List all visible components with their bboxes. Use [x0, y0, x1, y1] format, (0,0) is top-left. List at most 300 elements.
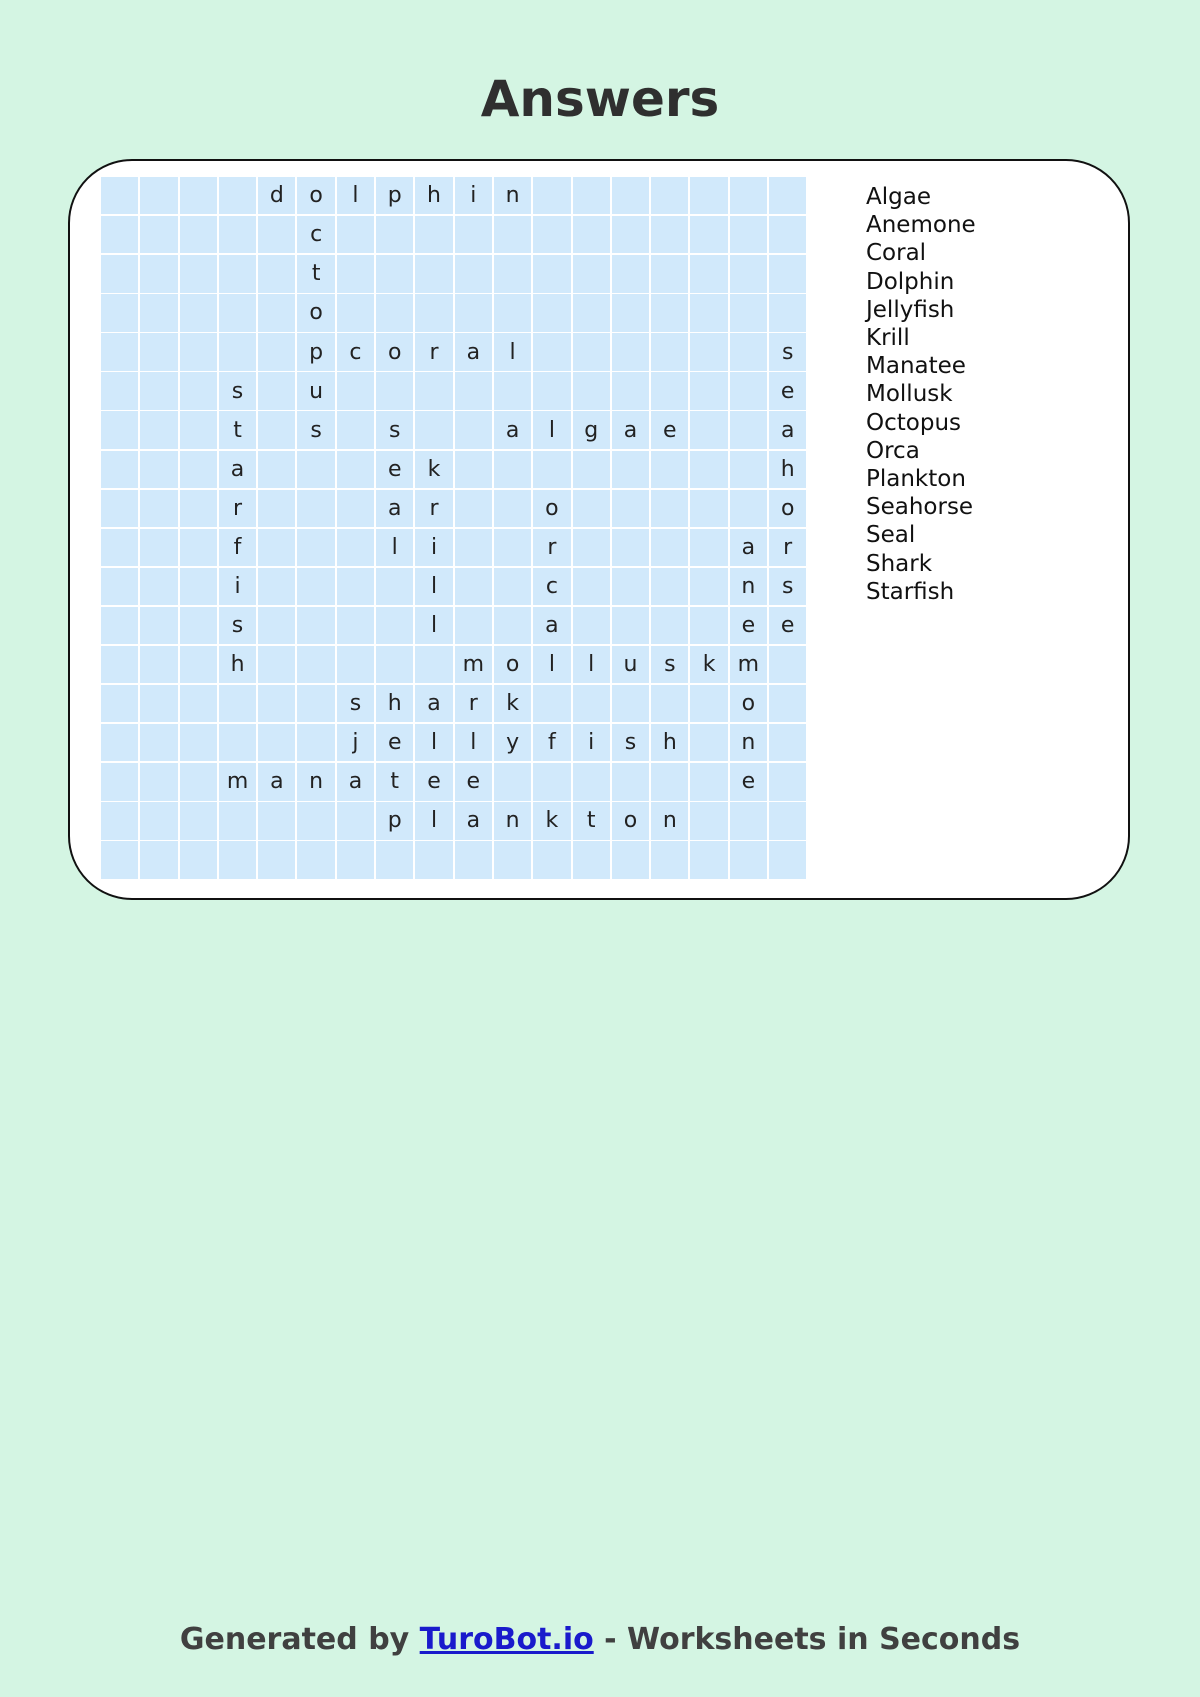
grid-cell — [533, 841, 570, 878]
grid-cell — [140, 411, 177, 448]
grid-cell — [101, 568, 138, 605]
word-list — [866, 183, 976, 606]
grid-cell — [219, 724, 256, 761]
grid-cell: i — [415, 529, 452, 566]
grid-cell — [730, 333, 767, 370]
grid-cell — [140, 216, 177, 253]
grid-cell — [573, 841, 610, 878]
grid-cell: m — [219, 763, 256, 800]
grid-cell — [533, 372, 570, 409]
grid-cell: g — [573, 411, 610, 448]
grid-cell — [180, 802, 217, 839]
grid-cell — [337, 568, 374, 605]
grid-cell — [494, 529, 531, 566]
grid-cell: e — [769, 372, 806, 409]
word-list-item: Manatee — [866, 353, 966, 380]
grid-cell — [140, 333, 177, 370]
grid-cell: y — [494, 724, 531, 761]
grid-cell — [219, 685, 256, 722]
grid-cell: l — [376, 529, 413, 566]
grid-cell: j — [337, 724, 374, 761]
grid-cell — [258, 529, 295, 566]
grid-cell — [573, 216, 610, 253]
grid-cell — [337, 451, 374, 488]
grid-cell: u — [297, 372, 334, 409]
grid-cell — [180, 216, 217, 253]
grid-cell — [651, 529, 688, 566]
grid-cell: o — [494, 646, 531, 683]
grid-cell — [415, 255, 452, 292]
grid-cell — [258, 451, 295, 488]
grid-cell — [533, 177, 570, 214]
grid-cell — [140, 490, 177, 527]
grid-cell — [690, 802, 727, 839]
grid-cell — [258, 411, 295, 448]
grid-cell — [415, 411, 452, 448]
turobot-link[interactable]: TuroBot.io — [419, 1622, 594, 1657]
grid-cell — [140, 255, 177, 292]
grid-cell — [651, 568, 688, 605]
word-list-item: Seal — [866, 522, 916, 549]
grid-cell — [573, 763, 610, 800]
grid-cell — [101, 216, 138, 253]
grid-cell — [219, 841, 256, 878]
grid-cell — [690, 333, 727, 370]
grid-cell: l — [415, 724, 452, 761]
grid-cell — [730, 294, 767, 331]
grid-cell — [258, 490, 295, 527]
grid-cell — [573, 333, 610, 370]
grid-cell — [140, 724, 177, 761]
grid-cell — [219, 294, 256, 331]
grid-cell — [180, 411, 217, 448]
grid-cell — [415, 294, 452, 331]
grid-cell — [415, 646, 452, 683]
grid-cell — [730, 372, 767, 409]
grid-cell — [376, 568, 413, 605]
grid-cell — [376, 607, 413, 644]
grid-cell — [376, 841, 413, 878]
grid-cell — [180, 177, 217, 214]
grid-cell — [180, 763, 217, 800]
footer — [0, 1620, 1200, 1660]
grid-cell — [180, 646, 217, 683]
grid-cell — [337, 216, 374, 253]
grid-cell: r — [455, 685, 492, 722]
grid-cell — [140, 802, 177, 839]
grid-cell: s — [769, 568, 806, 605]
grid-cell — [337, 607, 374, 644]
grid-cell — [690, 607, 727, 644]
grid-cell: t — [376, 763, 413, 800]
grid-cell — [612, 255, 649, 292]
grid-cell: t — [297, 255, 334, 292]
grid-cell — [140, 529, 177, 566]
grid-cell — [337, 841, 374, 878]
grid-cell — [297, 685, 334, 722]
grid-cell — [140, 177, 177, 214]
grid-cell — [297, 529, 334, 566]
grid-cell — [180, 685, 217, 722]
grid-cell — [219, 177, 256, 214]
grid-cell — [376, 255, 413, 292]
grid-cell — [180, 607, 217, 644]
grid-cell — [533, 763, 570, 800]
grid-cell — [573, 568, 610, 605]
grid-cell — [455, 451, 492, 488]
grid-cell — [612, 490, 649, 527]
grid-cell: s — [769, 333, 806, 370]
grid-cell — [337, 802, 374, 839]
word-list-item: Shark — [866, 550, 933, 577]
grid-cell — [258, 646, 295, 683]
word-list-item: Seahorse — [866, 494, 974, 521]
grid-cell: s — [376, 411, 413, 448]
grid-cell — [297, 607, 334, 644]
grid-cell — [180, 568, 217, 605]
word-list-item: Octopus — [866, 409, 961, 436]
grid-cell — [612, 529, 649, 566]
grid-cell — [258, 841, 295, 878]
grid-cell: n — [494, 177, 531, 214]
grid-cell: k — [690, 646, 727, 683]
word-list-item: Dolphin — [866, 268, 955, 295]
grid-cell — [533, 216, 570, 253]
grid-cell — [101, 333, 138, 370]
grid-cell — [533, 294, 570, 331]
grid-cell — [258, 724, 295, 761]
grid-cell: o — [376, 333, 413, 370]
grid-cell — [140, 451, 177, 488]
grid-cell: s — [297, 411, 334, 448]
grid-cell — [455, 568, 492, 605]
grid-cell — [651, 841, 688, 878]
word-list-item: Coral — [866, 240, 927, 267]
grid-cell — [651, 763, 688, 800]
grid-cell: r — [219, 490, 256, 527]
grid-cell — [690, 411, 727, 448]
grid-cell — [219, 216, 256, 253]
grid-cell — [612, 372, 649, 409]
grid-cell — [297, 724, 334, 761]
grid-cell — [730, 216, 767, 253]
grid-cell — [730, 802, 767, 839]
grid-cell — [730, 490, 767, 527]
grid-cell — [769, 802, 806, 839]
grid-cell — [612, 451, 649, 488]
grid-cell — [533, 255, 570, 292]
grid-cell — [573, 255, 610, 292]
grid-cell — [337, 490, 374, 527]
grid-cell: l — [415, 607, 452, 644]
grid-cell — [258, 294, 295, 331]
grid-cell — [101, 841, 138, 878]
grid-cell — [494, 255, 531, 292]
grid-cell — [494, 568, 531, 605]
grid-cell — [297, 568, 334, 605]
grid-cell: h — [769, 451, 806, 488]
grid-cell: a — [730, 529, 767, 566]
grid-cell — [730, 177, 767, 214]
grid-cell: e — [651, 411, 688, 448]
grid-cell: s — [337, 685, 374, 722]
grid-cell: c — [297, 216, 334, 253]
grid-cell — [690, 568, 727, 605]
grid-cell — [612, 841, 649, 878]
grid-cell: a — [612, 411, 649, 448]
grid-cell — [690, 529, 727, 566]
footer-prefix: Generated by — [179, 1622, 420, 1657]
grid-cell: e — [455, 763, 492, 800]
grid-cell: s — [612, 724, 649, 761]
grid-cell — [337, 529, 374, 566]
word-list-item: Orca — [866, 437, 920, 464]
grid-cell: c — [533, 568, 570, 605]
grid-cell — [219, 333, 256, 370]
grid-cell — [690, 685, 727, 722]
grid-cell — [180, 841, 217, 878]
grid-cell — [730, 255, 767, 292]
grid-cell — [101, 451, 138, 488]
grid-cell — [651, 685, 688, 722]
grid-cell — [101, 294, 138, 331]
grid-cell — [180, 372, 217, 409]
grid-cell — [219, 255, 256, 292]
grid-cell: l — [415, 802, 452, 839]
grid-cell: p — [297, 333, 334, 370]
grid-cell: o — [297, 177, 334, 214]
grid-cell — [612, 607, 649, 644]
grid-cell — [612, 177, 649, 214]
grid-cell: l — [494, 333, 531, 370]
grid-cell — [376, 646, 413, 683]
grid-cell — [101, 255, 138, 292]
footer-suffix: - Worksheets in Seconds — [593, 1622, 1021, 1657]
grid-cell: l — [533, 646, 570, 683]
grid-cell: r — [415, 490, 452, 527]
grid-cell — [651, 177, 688, 214]
grid-cell — [101, 529, 138, 566]
grid-cell — [651, 451, 688, 488]
grid-cell — [455, 411, 492, 448]
grid-cell: e — [376, 724, 413, 761]
grid-cell: e — [415, 763, 452, 800]
grid-cell — [415, 841, 452, 878]
grid-cell — [337, 646, 374, 683]
grid-cell: l — [337, 177, 374, 214]
grid-cell: l — [415, 568, 452, 605]
grid-cell — [494, 216, 531, 253]
grid-cell — [651, 294, 688, 331]
grid-cell — [180, 294, 217, 331]
grid-cell — [258, 333, 295, 370]
grid-cell — [140, 646, 177, 683]
grid-cell — [455, 841, 492, 878]
grid-cell — [690, 294, 727, 331]
word-list-item: Algae — [866, 184, 931, 210]
grid-cell: a — [533, 607, 570, 644]
grid-cell: o — [297, 294, 334, 331]
grid-cell — [573, 685, 610, 722]
grid-cell — [219, 802, 256, 839]
grid-cell: t — [573, 802, 610, 839]
grid-cell: s — [651, 646, 688, 683]
grid-cell: o — [730, 685, 767, 722]
grid-cell — [651, 216, 688, 253]
grid-cell — [730, 411, 767, 448]
grid-cell — [337, 255, 374, 292]
grid-cell: e — [376, 451, 413, 488]
grid-cell: t — [219, 411, 256, 448]
grid-cell — [258, 802, 295, 839]
grid-cell — [651, 255, 688, 292]
grid-cell — [769, 724, 806, 761]
grid-cell: l — [533, 411, 570, 448]
grid-cell: o — [612, 802, 649, 839]
grid-cell — [573, 451, 610, 488]
grid-cell — [494, 294, 531, 331]
grid-cell — [180, 255, 217, 292]
grid-cell: m — [455, 646, 492, 683]
grid-cell: a — [769, 411, 806, 448]
grid-cell — [140, 372, 177, 409]
word-search-grid — [101, 177, 806, 879]
grid-cell — [455, 294, 492, 331]
grid-cell — [769, 841, 806, 878]
grid-cell: a — [219, 451, 256, 488]
grid-cell: e — [769, 607, 806, 644]
grid-cell — [415, 216, 452, 253]
grid-cell — [258, 372, 295, 409]
grid-cell — [612, 568, 649, 605]
grid-cell — [455, 490, 492, 527]
grid-cell — [140, 607, 177, 644]
grid-cell — [140, 763, 177, 800]
grid-cell — [573, 529, 610, 566]
grid-cell — [376, 372, 413, 409]
word-list-item: Starfish — [866, 578, 955, 605]
grid-cell: k — [533, 802, 570, 839]
grid-cell — [494, 607, 531, 644]
grid-cell — [101, 802, 138, 839]
grid-cell: h — [219, 646, 256, 683]
grid-cell — [337, 294, 374, 331]
grid-cell: m — [730, 646, 767, 683]
grid-cell — [690, 490, 727, 527]
word-list-item: Plankton — [866, 466, 966, 493]
grid-cell — [494, 490, 531, 527]
grid-cell — [494, 763, 531, 800]
grid-cell — [455, 255, 492, 292]
grid-cell — [651, 372, 688, 409]
grid-cell — [258, 607, 295, 644]
grid-cell — [140, 685, 177, 722]
grid-cell — [690, 255, 727, 292]
grid-cell — [101, 646, 138, 683]
grid-cell: a — [258, 763, 295, 800]
grid-cell: a — [415, 685, 452, 722]
grid-cell — [455, 607, 492, 644]
grid-cell — [415, 372, 452, 409]
grid-cell: n — [730, 568, 767, 605]
grid-cell: a — [455, 333, 492, 370]
grid-cell — [101, 607, 138, 644]
grid-cell — [690, 841, 727, 878]
grid-cell — [258, 685, 295, 722]
grid-cell — [730, 451, 767, 488]
grid-cell — [612, 294, 649, 331]
grid-cell — [455, 529, 492, 566]
grid-cell — [258, 255, 295, 292]
grid-cell — [101, 490, 138, 527]
grid-cell — [101, 763, 138, 800]
grid-cell: p — [376, 177, 413, 214]
grid-cell — [101, 724, 138, 761]
grid-cell — [455, 372, 492, 409]
grid-cell — [690, 177, 727, 214]
grid-cell — [573, 177, 610, 214]
grid-cell — [690, 372, 727, 409]
grid-cell — [769, 177, 806, 214]
grid-cell — [455, 216, 492, 253]
word-list-item: Krill — [866, 325, 910, 352]
grid-cell — [769, 646, 806, 683]
grid-cell — [769, 255, 806, 292]
grid-cell — [297, 802, 334, 839]
grid-cell — [140, 568, 177, 605]
grid-cell: s — [219, 372, 256, 409]
grid-cell — [612, 333, 649, 370]
word-list-item: Mollusk — [866, 381, 953, 408]
grid-cell — [651, 333, 688, 370]
grid-cell — [573, 490, 610, 527]
grid-cell: h — [651, 724, 688, 761]
grid-cell — [730, 841, 767, 878]
grid-cell: u — [612, 646, 649, 683]
grid-cell — [612, 216, 649, 253]
grid-cell — [337, 411, 374, 448]
grid-cell — [690, 724, 727, 761]
grid-cell: n — [494, 802, 531, 839]
grid-cell — [140, 294, 177, 331]
grid-cell — [297, 646, 334, 683]
grid-cell: f — [533, 724, 570, 761]
grid-cell — [297, 490, 334, 527]
grid-cell: h — [415, 177, 452, 214]
grid-cell: c — [337, 333, 374, 370]
grid-cell — [101, 411, 138, 448]
grid-cell — [140, 841, 177, 878]
grid-cell — [337, 372, 374, 409]
grid-cell — [494, 451, 531, 488]
grid-cell: e — [730, 607, 767, 644]
grid-cell: k — [494, 685, 531, 722]
grid-cell: k — [415, 451, 452, 488]
grid-cell: a — [494, 411, 531, 448]
grid-cell: r — [415, 333, 452, 370]
grid-cell: a — [376, 490, 413, 527]
grid-cell: r — [769, 529, 806, 566]
grid-cell — [769, 294, 806, 331]
grid-cell — [258, 568, 295, 605]
grid-cell — [376, 216, 413, 253]
grid-cell — [101, 685, 138, 722]
grid-cell — [180, 451, 217, 488]
grid-cell — [573, 607, 610, 644]
grid-cell: i — [455, 177, 492, 214]
grid-cell: s — [219, 607, 256, 644]
page-title: Answers — [480, 70, 720, 128]
